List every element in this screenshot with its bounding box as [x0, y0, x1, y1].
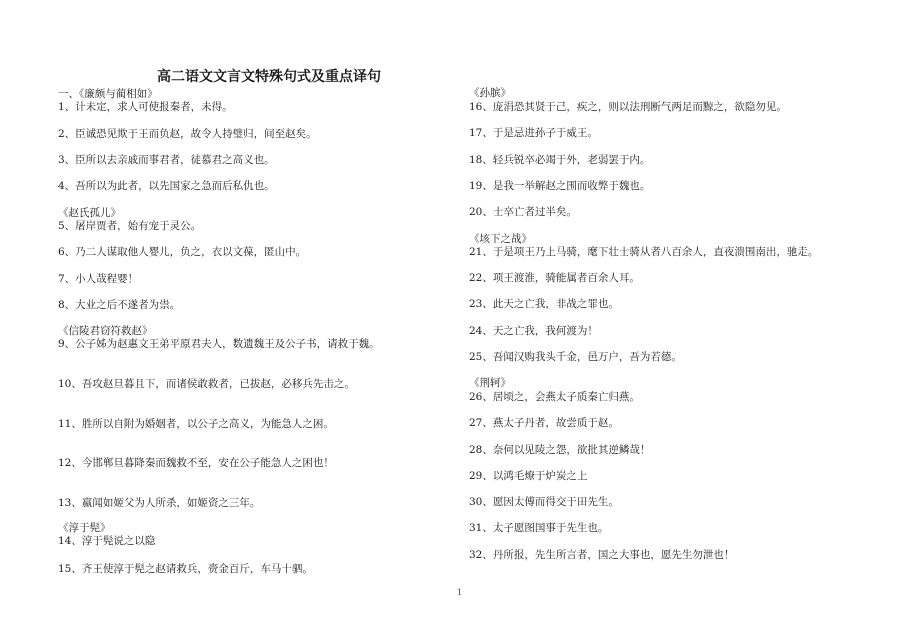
sentence-item: 27、燕太子丹者，故尝质于赵。	[469, 417, 619, 429]
section-heading: 《信陵君窃符救赵》	[58, 325, 153, 337]
section-heading: 《垓下之战》	[469, 233, 532, 245]
section-heading: 《荆轲》	[469, 377, 511, 389]
sentence-item: 29、以鸿毛燎于炉炭之上	[469, 470, 588, 482]
sentence-item: 22、项王渡淮，骑能属者百余人耳。	[469, 272, 640, 284]
sentence-item: 21、于是项王乃上马骑，麾下壮士骑从者八百余人，直夜溃围南出，驰走。	[469, 246, 819, 258]
sentence-item: 15、齐王使淳于髡之赵请救兵，赍金百斤，车马十驷。	[58, 563, 313, 575]
sentence-item: 3、臣所以去亲戚而事君者，徒慕君之高义也。	[58, 154, 275, 166]
section-heading: 一、《廉颇与蔺相如》	[58, 88, 158, 100]
sentence-item: 9、公子姊为赵惠文王弟平原君夫人，数遗魏王及公子书，请救于魏。	[58, 338, 380, 350]
sentence-item: 6、乃二人谋取他人婴儿，负之，衣以文葆，匿山中。	[58, 246, 307, 258]
section-heading: 《孙膑》	[469, 87, 511, 99]
sentence-item: 17、于是忌进孙子于威王。	[469, 127, 598, 139]
sentence-item: 26、居顷之，会燕太子质秦亡归燕。	[469, 391, 640, 403]
sentence-item: 30、愿因太傅而得交于田先生。	[469, 496, 619, 508]
sentence-item: 11、胜所以自附为婚姻者，以公子之高义，为能急人之困。	[58, 418, 334, 430]
sentence-item: 31、太子愿图国事于先生也。	[469, 522, 609, 534]
section-heading: 《淳于髡》	[58, 522, 111, 534]
sentence-item: 13、嬴闻如姬父为人所杀，如姬资之三年。	[58, 497, 261, 509]
sentence-item: 24、天之亡我，我何渡为！	[469, 325, 598, 337]
sentence-item: 12、今邯郸旦暮降秦而魏救不至，安在公子能急人之困也！	[58, 457, 334, 469]
sentence-item: 32、丹所报，先生所言者，国之大事也，愿先生勿泄也！	[469, 549, 735, 561]
sentence-item: 10、吾攻赵旦暮且下，而诸侯敢救者，已拔赵，必移兵先击之。	[58, 378, 355, 390]
sentence-item: 5、屠岸贾者，始有宠于灵公。	[58, 220, 202, 232]
sentence-item: 23、此天之亡我，非战之罪也。	[469, 298, 619, 310]
sentence-item: 19、是我一举解赵之围而收弊于魏也。	[469, 180, 651, 192]
page-number: 1	[457, 588, 463, 597]
sentence-item: 20、士卒亡者过半矣。	[469, 206, 577, 218]
sentence-item: 7、小人哉程婴！	[58, 273, 139, 285]
section-heading: 《赵氏孤儿》	[58, 207, 121, 219]
sentence-item: 4、吾所以为此者，以先国家之急而后私仇也。	[58, 180, 275, 192]
sentence-item: 1、计未定，求人可使报秦者，未得。	[58, 101, 233, 113]
document-title: 高二语文文言文特殊句式及重点译句	[157, 69, 381, 85]
sentence-item: 2、臣诚恐见欺于王而负赵，故令人持璧归，间至赵矣。	[58, 128, 317, 140]
sentence-item: 28、奈何以见陵之怨，欲批其逆鳞哉！	[469, 444, 651, 456]
sentence-item: 18、轻兵锐卒必竭于外，老弱罢于内。	[469, 154, 651, 166]
sentence-item: 25、吾闻汉购我头千金，邑万户，吾为若德。	[469, 351, 682, 363]
sentence-item: 8、大业之后不遂者为祟。	[58, 299, 181, 311]
sentence-item: 16、庞涓恐其贤于己，疾之，则以法刑断气两足而黥之，欲隐勿见。	[469, 101, 787, 113]
sentence-item: 14、淳于髡说之以隐	[58, 535, 156, 547]
